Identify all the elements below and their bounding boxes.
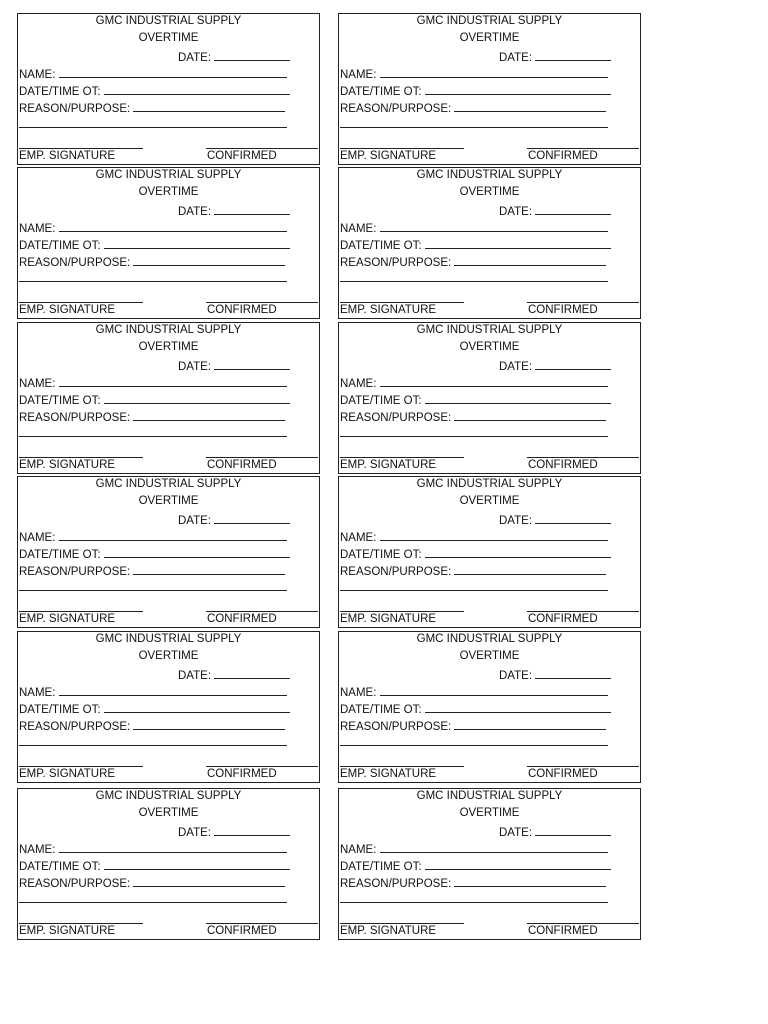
name-field[interactable] (340, 842, 608, 857)
name-label: NAME: (340, 223, 377, 235)
reason-blank-line (454, 876, 606, 887)
datetime-ot-blank-line (425, 702, 611, 713)
datetime-ot-label: DATE/TIME OT: (340, 240, 422, 252)
signature-line[interactable] (340, 923, 464, 924)
name-blank-line (59, 685, 287, 696)
employee-signature-label: EMP. SIGNATURE (19, 613, 116, 625)
reason-label: REASON/PURPOSE: (19, 566, 131, 578)
date-label: DATE: (499, 52, 533, 64)
datetime-ot-field[interactable] (340, 547, 611, 562)
datetime-ot-blank-line (425, 393, 611, 404)
signature-line[interactable] (19, 457, 143, 458)
signature-line[interactable] (340, 148, 464, 149)
date-label: DATE: (499, 670, 533, 682)
datetime-ot-label: DATE/TIME OT: (340, 704, 422, 716)
confirmed-line[interactable] (527, 611, 639, 612)
name-label: NAME: (340, 69, 377, 81)
signature-line[interactable] (340, 302, 464, 303)
confirmed-line[interactable] (206, 766, 318, 767)
reason-blank-line (133, 876, 285, 887)
company-name: GMC INDUSTRIAL SUPPLY (416, 478, 563, 490)
date-blank-line (214, 668, 290, 679)
name-field[interactable] (340, 376, 608, 391)
company-name: GMC INDUSTRIAL SUPPLY (95, 633, 242, 645)
name-label: NAME: (19, 223, 56, 235)
overtime-slip (17, 322, 320, 474)
reason-blank-line (133, 410, 285, 421)
reason-continuation-line[interactable] (340, 436, 608, 437)
reason-field[interactable] (19, 255, 285, 270)
company-name: GMC INDUSTRIAL SUPPLY (416, 324, 563, 336)
date-label: DATE: (499, 206, 533, 218)
datetime-ot-label: DATE/TIME OT: (19, 395, 101, 407)
employee-signature-label: EMP. SIGNATURE (340, 925, 437, 937)
slip-title: OVERTIME (138, 32, 199, 44)
date-blank-line (535, 668, 611, 679)
name-field[interactable] (19, 376, 287, 391)
company-name: GMC INDUSTRIAL SUPPLY (416, 790, 563, 802)
datetime-ot-label: DATE/TIME OT: (19, 861, 101, 873)
overtime-slip (17, 476, 320, 628)
reason-label: REASON/PURPOSE: (340, 257, 452, 269)
confirmed-label: CONFIRMED (528, 768, 598, 780)
confirmed-label: CONFIRMED (528, 459, 598, 471)
reason-label: REASON/PURPOSE: (340, 412, 452, 424)
name-label: NAME: (19, 69, 56, 81)
datetime-ot-blank-line (104, 702, 290, 713)
confirmed-line[interactable] (527, 923, 639, 924)
reason-field[interactable] (19, 564, 285, 579)
datetime-ot-label: DATE/TIME OT: (19, 240, 101, 252)
reason-continuation-line[interactable] (340, 902, 608, 903)
overtime-slip (338, 788, 641, 940)
name-label: NAME: (19, 378, 56, 390)
overtime-slip (338, 631, 641, 783)
reason-continuation-line[interactable] (19, 590, 287, 591)
reason-continuation-line[interactable] (19, 127, 287, 128)
date-blank-line (214, 359, 290, 370)
reason-label: REASON/PURPOSE: (19, 103, 131, 115)
date-field[interactable] (499, 513, 611, 528)
employee-signature-label: EMP. SIGNATURE (19, 459, 116, 471)
date-blank-line (535, 513, 611, 524)
datetime-ot-field[interactable] (340, 859, 611, 874)
datetime-ot-field[interactable] (19, 238, 290, 253)
reason-blank-line (133, 255, 285, 266)
date-label: DATE: (178, 827, 212, 839)
confirmed-line[interactable] (206, 148, 318, 149)
company-name: GMC INDUSTRIAL SUPPLY (95, 324, 242, 336)
reason-label: REASON/PURPOSE: (340, 566, 452, 578)
reason-field[interactable] (340, 410, 606, 425)
reason-field[interactable] (340, 564, 606, 579)
reason-blank-line (454, 410, 606, 421)
reason-continuation-line[interactable] (19, 745, 287, 746)
date-label: DATE: (178, 206, 212, 218)
reason-field[interactable] (340, 255, 606, 270)
datetime-ot-field[interactable] (340, 238, 611, 253)
name-field[interactable] (19, 530, 287, 545)
confirmed-label: CONFIRMED (207, 459, 277, 471)
employee-signature-label: EMP. SIGNATURE (340, 613, 437, 625)
company-name: GMC INDUSTRIAL SUPPLY (416, 169, 563, 181)
reason-continuation-line[interactable] (19, 281, 287, 282)
date-label: DATE: (178, 515, 212, 527)
name-blank-line (380, 221, 608, 232)
date-field[interactable] (178, 513, 290, 528)
reason-label: REASON/PURPOSE: (19, 878, 131, 890)
name-blank-line (59, 221, 287, 232)
confirmed-label: CONFIRMED (207, 768, 277, 780)
name-label: NAME: (340, 687, 377, 699)
employee-signature-label: EMP. SIGNATURE (19, 304, 116, 316)
reason-blank-line (454, 255, 606, 266)
date-blank-line (535, 50, 611, 61)
datetime-ot-field[interactable] (19, 84, 290, 99)
reason-label: REASON/PURPOSE: (19, 721, 131, 733)
date-field[interactable] (499, 50, 611, 65)
employee-signature-label: EMP. SIGNATURE (19, 768, 116, 780)
slip-title: OVERTIME (138, 495, 199, 507)
name-blank-line (380, 67, 608, 78)
employee-signature-label: EMP. SIGNATURE (340, 459, 437, 471)
overtime-slip (17, 167, 320, 319)
name-blank-line (59, 376, 287, 387)
confirmed-label: CONFIRMED (528, 925, 598, 937)
slip-title: OVERTIME (459, 807, 520, 819)
reason-blank-line (133, 101, 285, 112)
overtime-slip (338, 167, 641, 319)
datetime-ot-label: DATE/TIME OT: (340, 549, 422, 561)
name-blank-line (380, 376, 608, 387)
overtime-slip (338, 476, 641, 628)
overtime-slip (338, 13, 641, 165)
reason-continuation-line[interactable] (340, 590, 608, 591)
reason-field[interactable] (340, 876, 606, 891)
name-label: NAME: (19, 687, 56, 699)
datetime-ot-blank-line (104, 859, 290, 870)
company-name: GMC INDUSTRIAL SUPPLY (95, 478, 242, 490)
reason-continuation-line[interactable] (340, 127, 608, 128)
reason-continuation-line[interactable] (19, 436, 287, 437)
signature-line[interactable] (340, 457, 464, 458)
signature-line[interactable] (19, 923, 143, 924)
employee-signature-label: EMP. SIGNATURE (19, 925, 116, 937)
company-name: GMC INDUSTRIAL SUPPLY (95, 15, 242, 27)
reason-continuation-line[interactable] (19, 902, 287, 903)
employee-signature-label: EMP. SIGNATURE (340, 768, 437, 780)
confirmed-label: CONFIRMED (207, 150, 277, 162)
name-blank-line (59, 530, 287, 541)
slip-title: OVERTIME (459, 495, 520, 507)
date-field[interactable] (178, 825, 290, 840)
confirmed-label: CONFIRMED (207, 613, 277, 625)
reason-field[interactable] (19, 410, 285, 425)
name-blank-line (59, 67, 287, 78)
date-field[interactable] (178, 50, 290, 65)
confirmed-label: CONFIRMED (528, 613, 598, 625)
date-blank-line (535, 825, 611, 836)
datetime-ot-label: DATE/TIME OT: (340, 86, 422, 98)
datetime-ot-blank-line (425, 238, 611, 249)
datetime-ot-blank-line (425, 859, 611, 870)
datetime-ot-field[interactable] (19, 859, 290, 874)
signature-line[interactable] (340, 766, 464, 767)
date-field[interactable] (499, 204, 611, 219)
date-label: DATE: (178, 52, 212, 64)
reason-field[interactable] (19, 101, 285, 116)
reason-continuation-line[interactable] (340, 745, 608, 746)
datetime-ot-blank-line (425, 547, 611, 558)
employee-signature-label: EMP. SIGNATURE (340, 304, 437, 316)
name-blank-line (380, 685, 608, 696)
reason-label: REASON/PURPOSE: (340, 103, 452, 115)
datetime-ot-field[interactable] (19, 393, 290, 408)
datetime-ot-blank-line (425, 84, 611, 95)
name-field[interactable] (19, 842, 287, 857)
reason-field[interactable] (19, 719, 285, 734)
date-field[interactable] (178, 359, 290, 374)
date-field[interactable] (499, 825, 611, 840)
name-blank-line (380, 842, 608, 853)
datetime-ot-label: DATE/TIME OT: (340, 861, 422, 873)
date-field[interactable] (499, 359, 611, 374)
name-field[interactable] (340, 221, 608, 236)
datetime-ot-blank-line (104, 84, 290, 95)
reason-field[interactable] (340, 719, 606, 734)
company-name: GMC INDUSTRIAL SUPPLY (416, 15, 563, 27)
datetime-ot-label: DATE/TIME OT: (19, 704, 101, 716)
signature-line[interactable] (19, 148, 143, 149)
datetime-ot-field[interactable] (19, 702, 290, 717)
date-blank-line (214, 825, 290, 836)
confirmed-line[interactable] (206, 457, 318, 458)
slip-title: OVERTIME (459, 650, 520, 662)
confirmed-label: CONFIRMED (528, 150, 598, 162)
confirmed-line[interactable] (206, 611, 318, 612)
datetime-ot-field[interactable] (19, 547, 290, 562)
name-label: NAME: (19, 532, 56, 544)
date-blank-line (214, 513, 290, 524)
confirmed-line[interactable] (206, 923, 318, 924)
company-name: GMC INDUSTRIAL SUPPLY (95, 169, 242, 181)
date-blank-line (535, 359, 611, 370)
date-field[interactable] (178, 668, 290, 683)
confirmed-label: CONFIRMED (528, 304, 598, 316)
date-label: DATE: (499, 361, 533, 373)
reason-label: REASON/PURPOSE: (19, 412, 131, 424)
employee-signature-label: EMP. SIGNATURE (340, 150, 437, 162)
name-label: NAME: (340, 844, 377, 856)
datetime-ot-label: DATE/TIME OT: (340, 395, 422, 407)
reason-blank-line (133, 719, 285, 730)
date-blank-line (535, 204, 611, 215)
name-label: NAME: (19, 844, 56, 856)
overtime-slip (17, 13, 320, 165)
confirmed-line[interactable] (527, 302, 639, 303)
reason-continuation-line[interactable] (340, 281, 608, 282)
reason-label: REASON/PURPOSE: (340, 878, 452, 890)
date-field[interactable] (178, 204, 290, 219)
name-field[interactable] (19, 221, 287, 236)
overtime-slip (338, 322, 641, 474)
overtime-slip (17, 631, 320, 783)
slip-title: OVERTIME (138, 186, 199, 198)
confirmed-line[interactable] (527, 457, 639, 458)
confirmed-line[interactable] (527, 766, 639, 767)
reason-field[interactable] (340, 101, 606, 116)
company-name: GMC INDUSTRIAL SUPPLY (95, 790, 242, 802)
confirmed-label: CONFIRMED (207, 304, 277, 316)
name-blank-line (59, 842, 287, 853)
datetime-ot-field[interactable] (340, 84, 611, 99)
slip-title: OVERTIME (138, 341, 199, 353)
signature-line[interactable] (19, 766, 143, 767)
reason-field[interactable] (19, 876, 285, 891)
datetime-ot-blank-line (104, 393, 290, 404)
date-label: DATE: (499, 827, 533, 839)
slip-title: OVERTIME (459, 32, 520, 44)
name-field[interactable] (19, 67, 287, 82)
signature-line[interactable] (340, 611, 464, 612)
datetime-ot-label: DATE/TIME OT: (19, 549, 101, 561)
name-field[interactable] (340, 530, 608, 545)
name-blank-line (380, 530, 608, 541)
confirmed-label: CONFIRMED (207, 925, 277, 937)
slip-title: OVERTIME (138, 650, 199, 662)
date-label: DATE: (178, 361, 212, 373)
confirmed-line[interactable] (206, 302, 318, 303)
name-label: NAME: (340, 532, 377, 544)
date-label: DATE: (178, 670, 212, 682)
name-label: NAME: (340, 378, 377, 390)
confirmed-line[interactable] (527, 148, 639, 149)
name-field[interactable] (340, 685, 608, 700)
date-blank-line (214, 204, 290, 215)
slip-title: OVERTIME (138, 807, 199, 819)
signature-line[interactable] (19, 611, 143, 612)
datetime-ot-field[interactable] (340, 702, 611, 717)
datetime-ot-blank-line (104, 238, 290, 249)
employee-signature-label: EMP. SIGNATURE (19, 150, 116, 162)
date-blank-line (214, 50, 290, 61)
reason-blank-line (133, 564, 285, 575)
datetime-ot-label: DATE/TIME OT: (19, 86, 101, 98)
datetime-ot-field[interactable] (340, 393, 611, 408)
reason-blank-line (454, 564, 606, 575)
overtime-slip (17, 788, 320, 940)
name-field[interactable] (340, 67, 608, 82)
date-label: DATE: (499, 515, 533, 527)
reason-blank-line (454, 101, 606, 112)
company-name: GMC INDUSTRIAL SUPPLY (416, 633, 563, 645)
reason-label: REASON/PURPOSE: (19, 257, 131, 269)
reason-blank-line (454, 719, 606, 730)
slip-title: OVERTIME (459, 186, 520, 198)
signature-line[interactable] (19, 302, 143, 303)
datetime-ot-blank-line (104, 547, 290, 558)
name-field[interactable] (19, 685, 287, 700)
date-field[interactable] (499, 668, 611, 683)
slip-title: OVERTIME (459, 341, 520, 353)
reason-label: REASON/PURPOSE: (340, 721, 452, 733)
